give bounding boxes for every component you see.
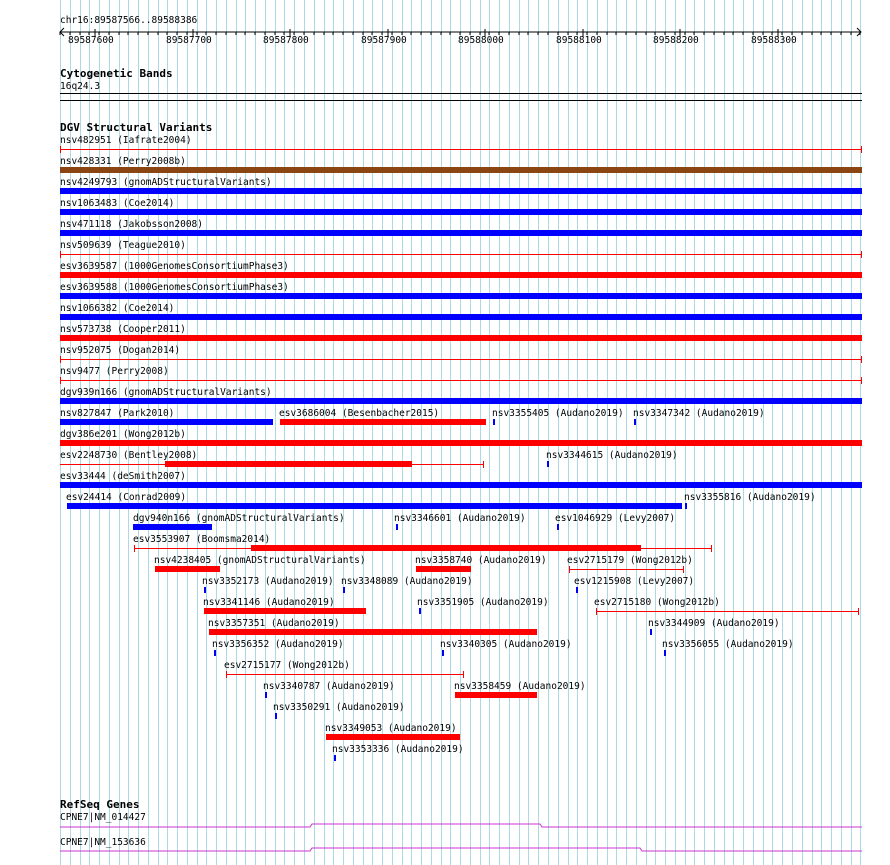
dgv-feature-label[interactable]: nsv3358459 (Audano2019) — [454, 681, 586, 692]
gene-line-nm014427 — [60, 824, 862, 827]
dgv-feature-label[interactable]: nsv3341146 (Audano2019) — [203, 597, 335, 608]
dgv-feature-bar[interactable] — [155, 566, 220, 572]
dgv-feature-bar[interactable] — [67, 503, 682, 509]
dgv-feature-bar[interactable] — [209, 629, 537, 635]
grid-line — [538, 0, 539, 865]
dgv-feature-label[interactable]: nsv3350291 (Audano2019) — [273, 702, 405, 713]
dgv-feature-tick[interactable] — [493, 419, 495, 425]
grid-line — [304, 0, 305, 865]
dgv-feature-label[interactable]: nsv3355405 (Audano2019) — [492, 408, 624, 419]
dgv-feature-end-cap[interactable] — [861, 251, 862, 258]
dgv-feature-label[interactable]: nsv4249793 (gnomADStructuralVariants) — [60, 177, 272, 188]
cytoband-label: 16q24.3 — [60, 81, 101, 92]
grid-line — [733, 0, 734, 865]
grid-line — [519, 0, 520, 865]
dgv-feature-end-cap[interactable] — [60, 251, 61, 258]
gene-line-nm153636 — [60, 848, 862, 851]
grid-line — [694, 0, 695, 865]
grid-line — [812, 0, 813, 865]
dgv-feature-line[interactable] — [60, 359, 862, 360]
dgv-feature-end-cap[interactable] — [861, 377, 862, 384]
dgv-feature-tick[interactable] — [685, 503, 687, 509]
dgv-feature-bar[interactable] — [251, 545, 641, 551]
grid-line — [607, 0, 608, 865]
dgv-feature-end-cap[interactable] — [711, 545, 712, 552]
dgv-feature-bar[interactable] — [326, 734, 460, 740]
dgv-feature-tick[interactable] — [442, 650, 444, 656]
dgv-feature-bar[interactable] — [455, 692, 537, 698]
dgv-feature-label[interactable]: nsv3348089 (Audano2019) — [341, 576, 473, 587]
grid-line — [314, 0, 315, 865]
grid-line — [792, 0, 793, 865]
dgv-feature-label[interactable]: esv1046929 (Levy2007) — [555, 513, 676, 524]
dgv-feature-label[interactable]: dgv386e201 (Wong2012b) — [60, 429, 186, 440]
dgv-feature-label[interactable]: dgv940n166 (gnomADStructuralVariants) — [133, 513, 345, 524]
grid-line — [841, 0, 842, 865]
dgv-feature-label[interactable]: nsv1063483 (Coe2014) — [60, 198, 175, 209]
grid-line — [655, 0, 656, 865]
grid-line — [704, 0, 705, 865]
dgv-feature-label[interactable]: nsv4238405 (gnomADStructuralVariants) — [154, 555, 366, 566]
grid-line — [255, 0, 256, 865]
dgv-feature-bar[interactable] — [60, 188, 862, 194]
ruler-label: 89587900 — [361, 35, 407, 46]
location-label: chr16:89587566..89588386 — [60, 15, 198, 26]
dgv-feature-tick[interactable] — [634, 419, 636, 425]
dgv-feature-label[interactable]: nsv3352173 (Audano2019) — [202, 576, 334, 587]
dgv-feature-label[interactable]: nsv952075 (Dogan2014) — [60, 345, 181, 356]
ruler-label: 89587800 — [263, 35, 309, 46]
grid-line — [480, 0, 481, 865]
dgv-feature-tick[interactable] — [664, 650, 666, 656]
dgv-feature-bar[interactable] — [60, 482, 862, 488]
dgv-feature-label[interactable]: nsv3353336 (Audano2019) — [332, 744, 464, 755]
grid-line — [509, 0, 510, 865]
dgv-feature-label[interactable]: nsv1066382 (Coe2014) — [60, 303, 175, 314]
dgv-feature-bar[interactable] — [60, 209, 862, 215]
dgv-feature-end-cap[interactable] — [596, 608, 597, 615]
dgv-feature-label[interactable]: nsv428331 (Perry2008b) — [60, 156, 186, 167]
dgv-feature-label[interactable]: nsv3340305 (Audano2019) — [440, 639, 572, 650]
dgv-feature-label[interactable]: nsv827847 (Park2010) — [60, 408, 175, 419]
dgv-feature-label[interactable]: nsv3356352 (Audano2019) — [212, 639, 344, 650]
dgv-feature-tick[interactable] — [547, 461, 549, 467]
dgv-feature-end-cap[interactable] — [569, 566, 570, 573]
dgv-feature-bar[interactable] — [133, 524, 212, 530]
cytoband-line — [60, 93, 862, 94]
grid-line — [831, 0, 832, 865]
grid-line — [724, 0, 725, 865]
grid-line — [470, 0, 471, 865]
dgv-feature-label[interactable]: nsv3344615 (Audano2019) — [546, 450, 678, 461]
grid-line — [587, 0, 588, 865]
dgv-feature-tick[interactable] — [343, 587, 345, 593]
grid-line — [675, 0, 676, 865]
dgv-feature-line[interactable] — [60, 149, 862, 150]
grid-line — [714, 0, 715, 865]
dgv-feature-label[interactable]: nsv3356055 (Audano2019) — [662, 639, 794, 650]
grid-line — [636, 0, 637, 865]
dgv-feature-label[interactable]: nsv3358740 (Audano2019) — [415, 555, 547, 566]
dgv-feature-label[interactable]: nsv3346601 (Audano2019) — [394, 513, 526, 524]
grid-line — [324, 0, 325, 865]
dgv-feature-label[interactable]: esv2715177 (Wong2012b) — [224, 660, 350, 671]
dgv-feature-label[interactable]: esv2715179 (Wong2012b) — [567, 555, 693, 566]
dgv-feature-line[interactable] — [596, 611, 859, 612]
dgv-feature-end-cap[interactable] — [858, 608, 859, 615]
grid-line — [685, 0, 686, 865]
dgv-feature-label[interactable]: nsv3355816 (Audano2019) — [684, 492, 816, 503]
dgv-feature-label[interactable]: dgv939n166 (gnomADStructuralVariants) — [60, 387, 272, 398]
grid-line — [245, 0, 246, 865]
grid-line — [236, 0, 237, 865]
dgv-feature-end-cap[interactable] — [134, 545, 135, 552]
dgv-feature-line[interactable] — [226, 674, 464, 675]
grid-line — [577, 0, 578, 865]
dgv-feature-bar[interactable] — [165, 461, 412, 467]
dgv-feature-label[interactable]: esv2248730 (Bentley2008) — [60, 450, 198, 461]
dgv-feature-bar[interactable] — [416, 566, 471, 572]
ruler-label: 89587700 — [166, 35, 212, 46]
dgv-feature-end-cap[interactable] — [861, 356, 862, 363]
grid-line — [665, 0, 666, 865]
track-separator — [60, 100, 862, 101]
grid-line — [860, 0, 861, 865]
dgv-feature-tick[interactable] — [214, 650, 216, 656]
dgv-feature-label[interactable]: esv33444 (deSmith2007) — [60, 471, 186, 482]
grid-line — [646, 0, 647, 865]
dgv-feature-line[interactable] — [60, 380, 862, 381]
dgv-feature-tick[interactable] — [275, 713, 277, 719]
dgv-feature-bar[interactable] — [60, 419, 273, 425]
grid-line — [626, 0, 627, 865]
dgv-feature-line[interactable] — [60, 254, 862, 255]
grid-line — [294, 0, 295, 865]
grid-line — [226, 0, 227, 865]
dgv-feature-tick[interactable] — [265, 692, 267, 698]
grid-line — [275, 0, 276, 865]
dgv-feature-end-cap[interactable] — [60, 146, 61, 153]
grid-line — [558, 0, 559, 865]
dgv-feature-label[interactable]: nsv509639 (Teague2010) — [60, 240, 186, 251]
dgv-feature-bar[interactable] — [60, 293, 862, 299]
dgv-feature-tick[interactable] — [396, 524, 398, 530]
dgv-feature-label[interactable]: esv3639588 (1000GenomesConsortiumPhase3) — [60, 282, 289, 293]
dgv-feature-label[interactable]: esv1215908 (Levy2007) — [574, 576, 695, 587]
dgv-feature-bar[interactable] — [204, 608, 366, 614]
dgv-feature-tick[interactable] — [204, 587, 206, 593]
dgv-feature-label[interactable]: nsv3344909 (Audano2019) — [648, 618, 780, 629]
grid-line — [851, 0, 852, 865]
dgv-feature-label[interactable]: esv2715180 (Wong2012b) — [594, 597, 720, 608]
dgv-feature-label[interactable]: nsv3347342 (Audano2019) — [633, 408, 765, 419]
dgv-feature-end-cap[interactable] — [463, 671, 464, 678]
dgv-feature-label[interactable]: esv3639587 (1000GenomesConsortiumPhase3) — [60, 261, 289, 272]
dgv-feature-end-cap[interactable] — [861, 146, 862, 153]
dgv-feature-label[interactable]: esv3686004 (Besenbacher2015) — [279, 408, 440, 419]
grid-line — [821, 0, 822, 865]
grid-line — [772, 0, 773, 865]
ruler-label: 89587600 — [68, 35, 114, 46]
dgv-feature-bar[interactable] — [60, 314, 862, 320]
dgv-feature-tick[interactable] — [334, 755, 336, 761]
grid-line — [460, 0, 461, 865]
dgv-feature-label[interactable]: esv24414 (Conrad2009) — [66, 492, 187, 503]
dgv-feature-bar[interactable] — [60, 398, 862, 404]
grid-line — [763, 0, 764, 865]
dgv-feature-bar[interactable] — [60, 335, 862, 341]
grid-line — [499, 0, 500, 865]
dgv-feature-bar[interactable] — [60, 167, 862, 173]
dgv-feature-label[interactable]: nsv573738 (Cooper2011) — [60, 324, 186, 335]
grid-line — [616, 0, 617, 865]
grid-line — [802, 0, 803, 865]
dgv-feature-end-cap[interactable] — [226, 671, 227, 678]
grid-line — [284, 0, 285, 865]
dgv-feature-line[interactable] — [569, 569, 684, 570]
dgv-feature-bar[interactable] — [60, 440, 862, 446]
dgv-feature-end-cap[interactable] — [60, 377, 61, 384]
grid-line — [265, 0, 266, 865]
dgv-feature-bar[interactable] — [60, 272, 862, 278]
dgv-feature-label[interactable]: nsv9477 (Perry2008) — [60, 366, 169, 377]
dgv-feature-tick[interactable] — [650, 629, 652, 635]
grid-line — [743, 0, 744, 865]
dgv-feature-label[interactable]: nsv3340787 (Audano2019) — [263, 681, 395, 692]
dgv-feature-tick[interactable] — [557, 524, 559, 530]
grid-line — [782, 0, 783, 865]
dgv-feature-tick[interactable] — [576, 587, 578, 593]
dgv-feature-end-cap[interactable] — [683, 566, 684, 573]
grid-line — [753, 0, 754, 865]
refseq-gene-lines — [0, 820, 890, 865]
dgv-feature-tick[interactable] — [419, 608, 421, 614]
dgv-feature-bar[interactable] — [280, 419, 486, 425]
dgv-feature-bar[interactable] — [60, 230, 862, 236]
dgv-feature-label[interactable]: nsv482951 (Iafrate2004) — [60, 135, 192, 146]
ruler-label: 89588100 — [556, 35, 602, 46]
ruler-label: 89588300 — [751, 35, 797, 46]
dgv-feature-label[interactable]: esv3553907 (Boomsma2014) — [133, 534, 271, 545]
grid-line — [548, 0, 549, 865]
dgv-track-title: DGV Structural Variants — [60, 121, 213, 134]
ruler-label: 89588000 — [458, 35, 504, 46]
grid-line — [528, 0, 529, 865]
refseq-track-title: RefSeq Genes — [60, 798, 140, 811]
refseq-gene-label[interactable]: CPNE7|NM_153636 — [60, 837, 146, 848]
ruler-label: 89588200 — [653, 35, 699, 46]
grid-line — [597, 0, 598, 865]
cytoband-track-title: Cytogenetic Bands — [60, 67, 173, 80]
dgv-feature-end-cap[interactable] — [60, 356, 61, 363]
refseq-gene-label[interactable]: CPNE7|NM_014427 — [60, 812, 146, 823]
dgv-feature-label[interactable]: nsv3357351 (Audano2019) — [208, 618, 340, 629]
grid-line — [568, 0, 569, 865]
grid-line — [216, 0, 217, 865]
dgv-feature-label[interactable]: nsv471118 (Jakobsson2008) — [60, 219, 203, 230]
dgv-feature-label[interactable]: nsv3349053 (Audano2019) — [325, 723, 457, 734]
ruler — [0, 0, 890, 60]
dgv-feature-label[interactable]: nsv3351905 (Audano2019) — [417, 597, 549, 608]
grid-line — [489, 0, 490, 865]
dgv-feature-end-cap[interactable] — [483, 461, 484, 468]
